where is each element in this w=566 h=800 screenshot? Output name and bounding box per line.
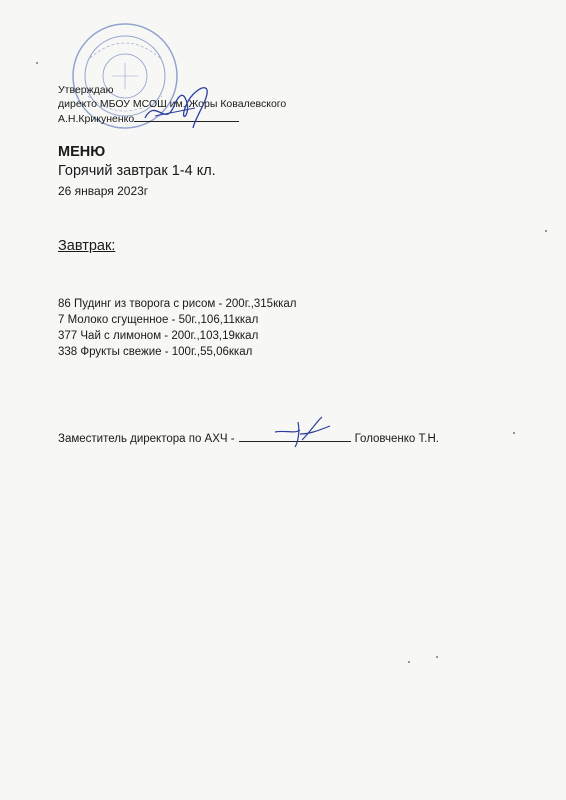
deputy-signature-line <box>58 430 439 445</box>
menu-items-list <box>58 296 297 360</box>
list-item: 338 Фрукты свежие - 100г.,55,06ккал <box>58 346 253 358</box>
scan-speck <box>545 230 547 232</box>
approval-position: директо МБОУ МСОШ им. Жоры Ковалевского <box>58 98 287 110</box>
deputy-position: Заместитель директора по АХЧ - <box>58 433 235 445</box>
menu-date: 26 января 2023г <box>58 184 149 198</box>
approval-signer-name: А.Н.Крикуненко <box>58 113 135 125</box>
list-item: 86 Пудинг из творога с рисом - 200г.,315ккал <box>58 298 297 310</box>
deputy-signature <box>270 412 340 452</box>
list-item: 377 Чай с лимоном - 200г.,103,19ккал <box>58 330 259 342</box>
deputy-name: Головченко Т.Н. <box>354 433 439 445</box>
list-item: 7 Молоко сгущенное - 50г.,106,11ккал <box>58 314 259 326</box>
scan-speck <box>408 661 410 663</box>
scan-speck <box>513 432 515 434</box>
meal-heading: Завтрак: <box>58 238 116 254</box>
menu-subtitle: Горячий завтрак 1-4 кл. <box>58 163 216 179</box>
scan-speck <box>436 656 438 658</box>
approval-label: Утверждаю <box>58 84 114 96</box>
scan-speck <box>36 62 38 64</box>
director-signature <box>135 78 215 133</box>
menu-title: МЕНЮ <box>58 144 106 160</box>
